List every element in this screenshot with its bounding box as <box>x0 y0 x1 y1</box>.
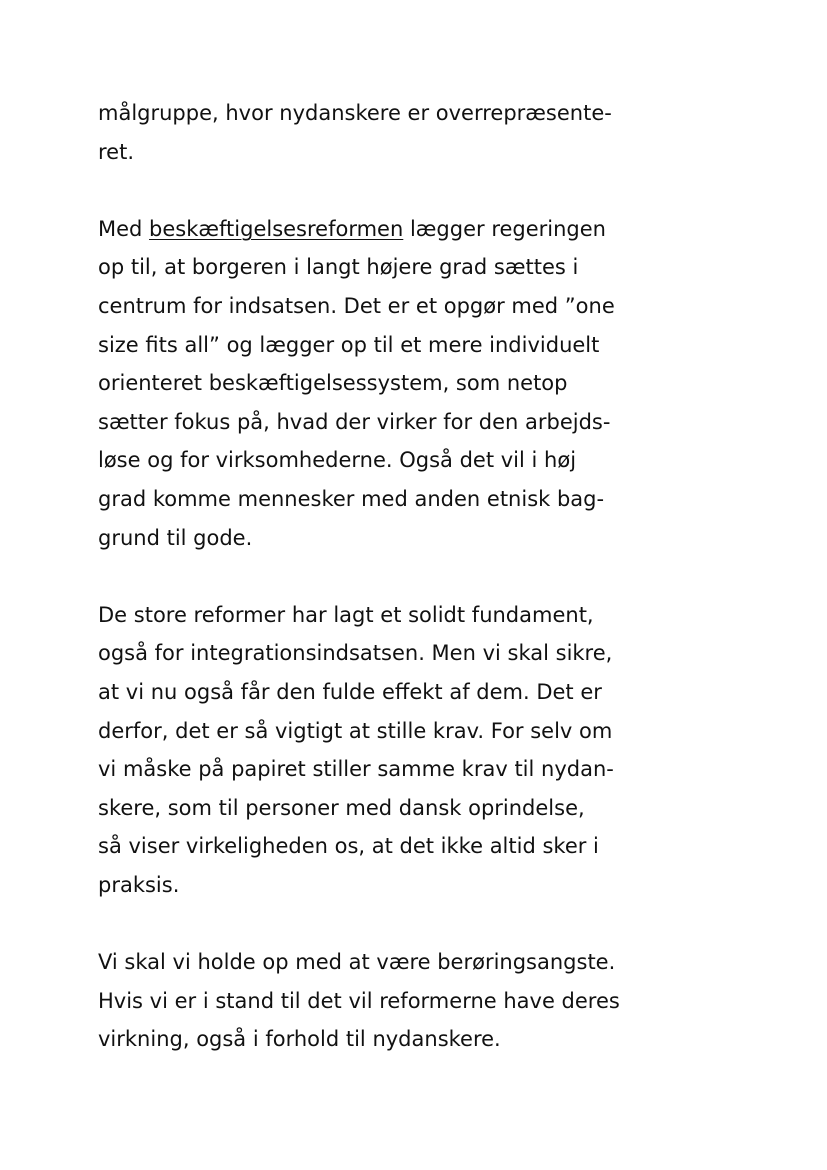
text-line: løse og for virksomhederne. Også det vil i høj <box>98 448 577 473</box>
paragraph-2 <box>98 210 658 557</box>
text-line: Hvis vi er i stand til det vil reformerne have deres <box>98 988 620 1013</box>
document-body <box>98 94 658 1059</box>
text-line <box>98 210 658 249</box>
text-line: ret. <box>98 139 135 164</box>
text-line: grund til gode. <box>98 525 253 550</box>
text-line: orienteret beskæftigelsessystem, som netop <box>98 371 568 396</box>
paragraph-4 <box>98 943 658 1059</box>
text-line: sætter fokus på, hvad der virker for den arbejds- <box>98 409 611 434</box>
text-line: De store reformer har lagt et solidt fundament, <box>98 602 594 627</box>
paragraph-1 <box>98 94 658 171</box>
text-line: at vi nu også får den fulde effekt af dem. Det er <box>98 679 602 704</box>
paragraph-3 <box>98 596 658 905</box>
text-line: målgruppe, hvor nydanskere er overrepræsente- <box>98 101 612 125</box>
text-line: virkning, også i forhold til nydanskere. <box>98 1027 501 1052</box>
reform-link[interactable]: beskæftigelsesreformen <box>149 216 404 241</box>
text-line: vi måske på papiret stiller samme krav til nydan- <box>98 757 614 782</box>
text-line: op til, at borgeren i langt højere grad sættes i <box>98 255 579 280</box>
text-line: skere, som til personer med dansk oprindelse, <box>98 795 585 820</box>
text-fragment: lægger regeringen <box>403 216 606 241</box>
text-line: Vi skal vi holde op med at være berøringsangste. <box>98 950 616 975</box>
text-line: praksis. <box>98 872 180 897</box>
text-line: centrum for indsatsen. Det er et opgør med ”one <box>98 293 615 318</box>
text-line: derfor, det er så vigtigt at stille krav. For selv om <box>98 718 613 743</box>
text-line: size fits all” og lægger op til et mere individuelt <box>98 332 600 357</box>
text-line: også for integrationsindsatsen. Men vi skal sikre, <box>98 641 613 666</box>
text-line: så viser virkeligheden os, at det ikke altid sker i <box>98 834 599 859</box>
text-fragment: Med <box>98 216 150 241</box>
text-line: grad komme mennesker med anden etnisk bag- <box>98 486 605 511</box>
